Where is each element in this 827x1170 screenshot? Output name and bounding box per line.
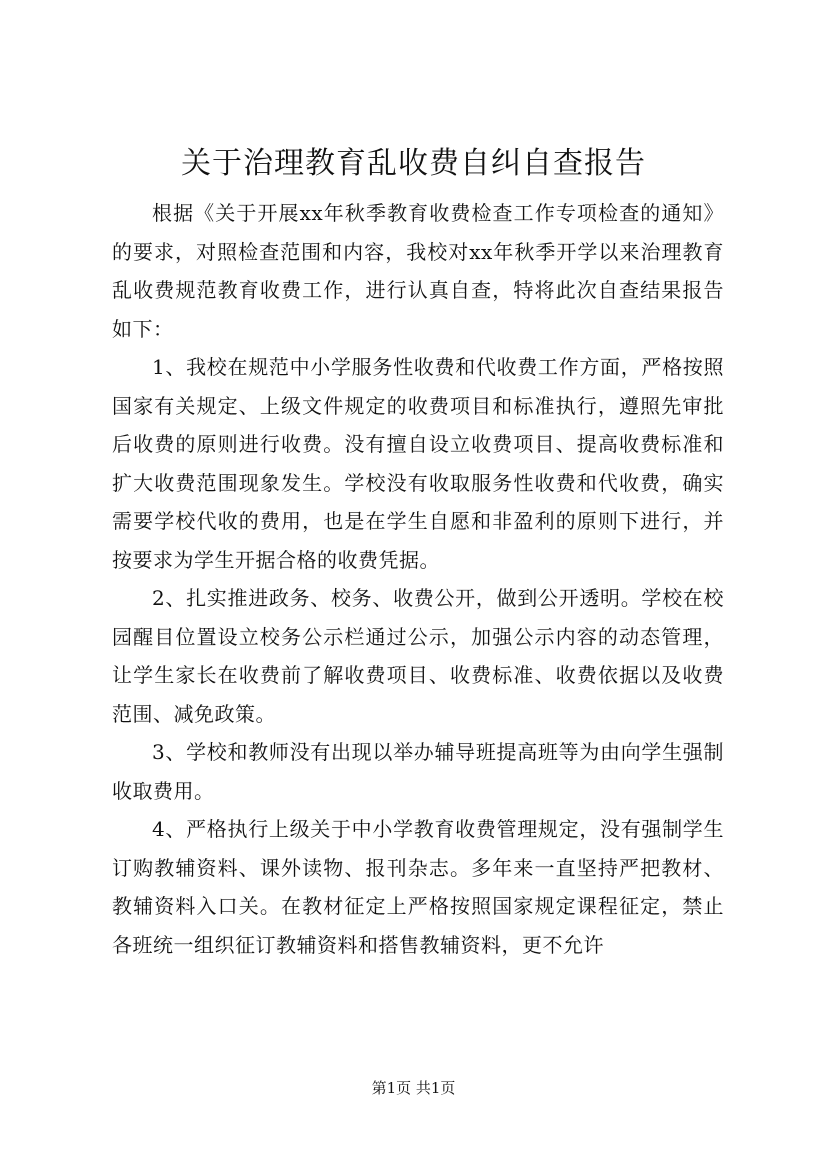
document-body [112,194,724,964]
document-title: 关于治理教育乱收费自纠自查报告 [181,146,646,181]
paragraph-item-1: 1、我校在规范中小学服务性收费和代收费工作方面，严格按照国家有关规定、上级文件规定的收费项目和标准执行，遵照先审批后收费的原则进行收费。没有擅自设立收费项目、提高收费标准和扩大收费范围现象发生。学校没有收取服务性收费和代收费，确实需要学校代收的费用，也是在学生自愿和非盈利的原则下进行，并按要求为学生开据合格的收费凭据。 [112,355,724,572]
paragraph-item-4: 4、严格执行上级关于中小学教育收费管理规定，没有强制学生订购教辅资料、课外读物、报刊杂志。多年来一直坚持严把教材、教辅资料入口关。在教材征定上严格按照国家规定课程征定，禁止各班统一组织征订教辅资料和搭售教辅资料，更不允许 [112,817,724,957]
paragraph-item-3: 3、学校和教师没有出现以举办辅导班提高班等为由向学生强制收取费用。 [112,740,724,803]
page-footer: 第1页 共1页 [371,1079,456,1097]
paragraph-item-2: 2、扎实推进政务、校务、收费公开，做到公开透明。学校在校园醒目位置设立校务公示栏通过公示，加强公示内容的动态管理，让学生家长在收费前了解收费项目、收费标准、收费依据以及收费范围、减免政策。 [112,586,724,726]
paragraph-intro: 根据《关于开展xx年秋季教育收费检查工作专项检查的通知》的要求，对照检查范围和内容，我校对xx年秋季开学以来治理教育乱收费规范教育收费工作，进行认真自查，特将此次自查结果报告如下： [112,201,724,341]
